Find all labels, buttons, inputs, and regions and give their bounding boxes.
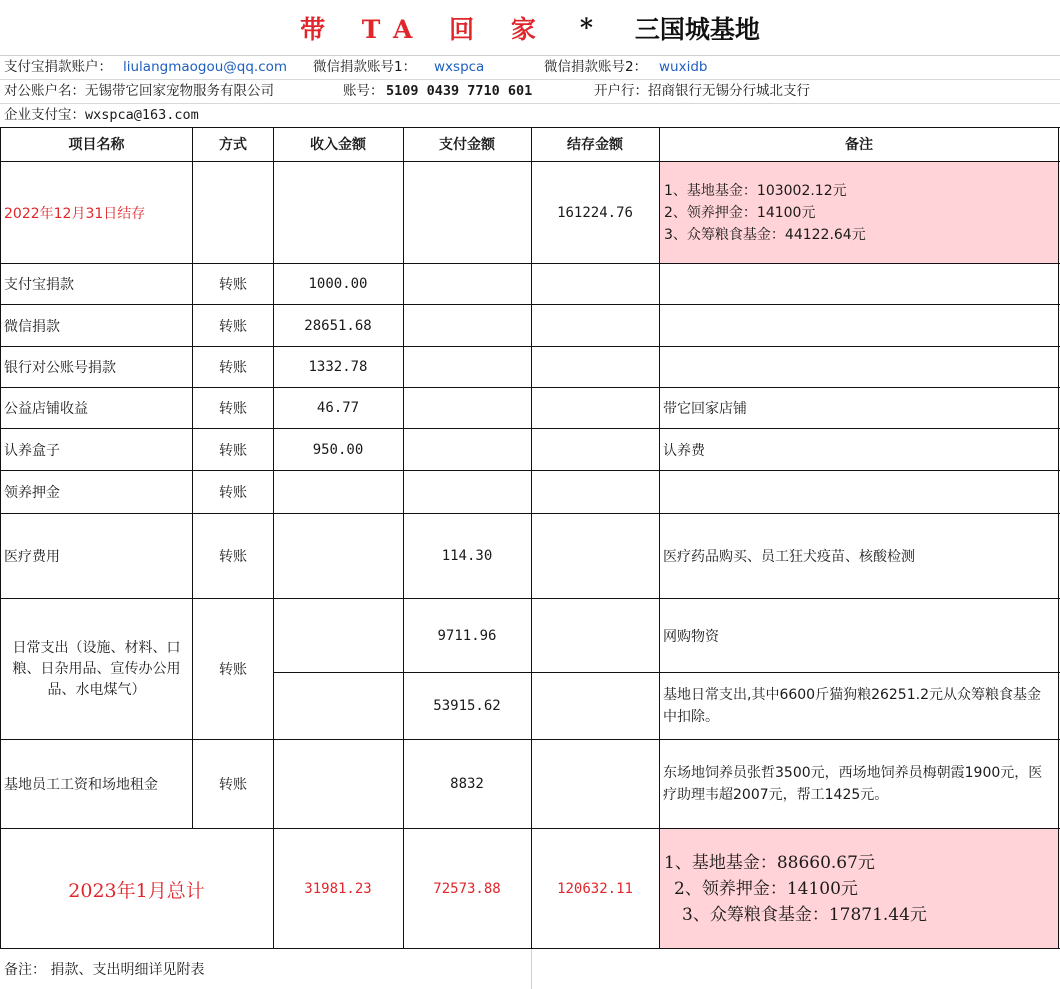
footer-note: 备注： 捐款、支出明细详见附表 (4, 962, 205, 978)
total-notes (660, 829, 1059, 948)
row-bank-income: 1332.78 (308, 359, 368, 375)
header-balance: 结存金额 (567, 137, 623, 153)
opening-notes (660, 162, 1059, 263)
total-note-1: 1、基地基金：88660.67元 (664, 852, 875, 873)
opening-label: 2022年12月31日结存 (4, 205, 146, 222)
row-daily-pay-2: 53915.62 (433, 698, 501, 714)
row-box-method: 转账 (219, 442, 247, 459)
row-salary-method: 转账 (219, 777, 247, 793)
title-part2: 三国城基地 (634, 14, 760, 44)
total-label: 2023年1月总计 (68, 879, 205, 902)
opening-note-1: 1、基地基金：103002.12元 (664, 182, 847, 199)
opening-note-2: 2、领养押金：14100元 (664, 204, 816, 221)
row-bank-method: 转账 (219, 360, 247, 376)
total-balance: 120632.11 (557, 881, 633, 897)
row-bank-name: 银行对公账号捐款 (4, 360, 116, 376)
row-deposit-method: 转账 (219, 485, 247, 501)
row-shop-income: 46.77 (316, 400, 360, 416)
row-alipay-name: 支付宝捐款 (4, 277, 74, 293)
row-alipay-income: 1000.00 (308, 276, 368, 292)
row-wechat-method: 转账 (219, 318, 247, 335)
header-method: 方式 (219, 137, 247, 153)
total-income: 31981.23 (304, 881, 372, 897)
page-title (0, 0, 1060, 56)
account-label: 账号： (343, 83, 384, 99)
row-daily-name: 日常支出（设施、材料、口粮、日杂用品、宣传办公用品、水电煤气） (12, 639, 181, 698)
grid-line (0, 948, 1060, 949)
grid-line (0, 387, 1060, 388)
row-shop-method: 转账 (219, 401, 247, 417)
company-account-row (0, 79, 1060, 104)
grid-line (0, 263, 1060, 264)
header-notes: 备注 (845, 137, 873, 153)
grid-line (0, 513, 1060, 514)
row-shop-name: 公益店铺收益 (4, 401, 88, 417)
grid-line (403, 127, 404, 949)
row-box-name: 认养盒子 (4, 442, 60, 459)
row-wechat-name: 微信捐款 (4, 318, 60, 335)
grid-line (0, 127, 1060, 128)
enterprise-alipay: 企业支付宝：wxspca@163.com (4, 107, 199, 123)
row-daily-note-2: 基地日常支出,其中6600斤猫狗粮26251.2元从众筹粮食基金中扣除。 (663, 687, 1041, 725)
bank-name: 开户行：招商银行无锡分行城北支行 (594, 83, 810, 99)
grid-line (1058, 127, 1059, 949)
row-medical-pay: 114.30 (441, 548, 493, 564)
donation-accounts-row (0, 55, 1060, 80)
account-number: 5109 0439 7710 601 (386, 83, 533, 99)
row-daily-pay-1: 9711.96 (437, 627, 497, 644)
grid-line (659, 127, 660, 949)
title-star: * (579, 13, 593, 42)
total-pay: 72573.88 (433, 881, 501, 897)
grid-line (273, 127, 274, 949)
header-payment: 支付金额 (439, 137, 495, 153)
grid-line (192, 127, 193, 829)
wechat2-account[interactable]: wuxidb (659, 59, 708, 75)
row-box-income: 950.00 (312, 441, 364, 458)
row-salary-name: 基地员工工资和场地租金 (4, 777, 158, 793)
grid-line (531, 949, 532, 989)
enterprise-alipay-row (0, 103, 1060, 127)
alipay-label: 支付宝捐款账户： (4, 59, 112, 75)
total-note-3: 3、众筹粮食基金：17871.44元 (682, 904, 927, 925)
row-salary-pay: 8832 (450, 776, 484, 792)
grid-line (0, 739, 1060, 740)
opening-note-3: 3、众筹粮食基金：44122.64元 (664, 226, 866, 243)
wechat1-label: 微信捐款账号1： (313, 59, 417, 75)
row-salary-note: 东场地饲养员张哲3500元，西场地饲养员梅朝霞1900元，医疗助理韦超2007元，帮工1425元。 (663, 765, 1043, 803)
row-deposit-name: 领养押金 (4, 485, 60, 501)
header-income: 收入金额 (310, 137, 366, 153)
row-wechat-income: 28651.68 (304, 317, 372, 334)
company-name: 对公账户名：无锡带它回家宠物服务有限公司 (4, 83, 274, 99)
alipay-account[interactable]: liulangmaogou@qq.com (123, 59, 288, 75)
row-shop-note: 带它回家店铺 (663, 401, 747, 417)
row-medical-note: 医疗药品购买、员工狂犬疫苗、核酸检测 (663, 549, 915, 565)
grid-line (531, 127, 532, 949)
grid-line (0, 428, 1060, 429)
grid-line (0, 346, 1060, 347)
grid-line (0, 470, 1060, 471)
total-note-2: 2、领养押金：14100元 (674, 878, 858, 899)
grid-line (0, 828, 1060, 829)
grid-line (0, 127, 1, 949)
grid-line (0, 161, 1060, 162)
grid-line (273, 672, 1060, 673)
header-item-name: 项目名称 (68, 137, 125, 153)
row-medical-name: 医疗费用 (4, 549, 60, 565)
grid-line (0, 598, 1060, 599)
row-alipay-method: 转账 (219, 277, 247, 293)
row-daily-method: 转账 (219, 662, 247, 678)
grid-line (0, 304, 1060, 305)
row-box-note: 认养费 (663, 442, 705, 459)
wechat2-label: 微信捐款账号2： (544, 59, 648, 75)
row-medical-method: 转账 (219, 549, 247, 565)
title-part1: 带 TA 回 家 (300, 14, 550, 44)
row-daily-note-1: 网购物资 (663, 628, 719, 645)
opening-balance: 161224.76 (557, 204, 633, 221)
wechat1-account[interactable]: wxspca (434, 59, 485, 75)
